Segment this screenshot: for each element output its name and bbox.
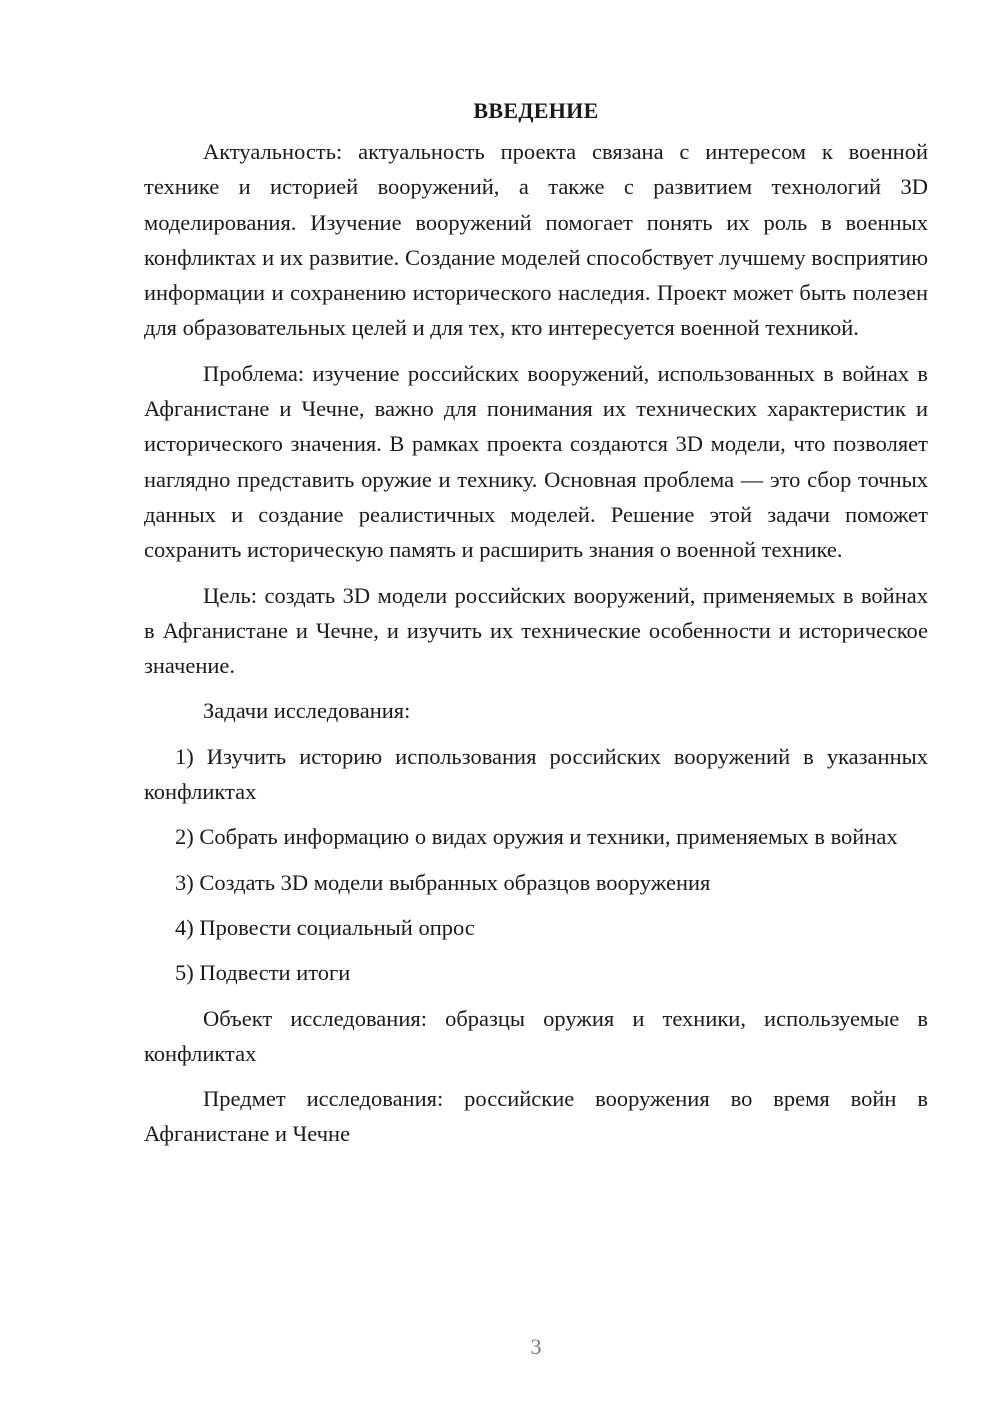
page-body: [144, 93, 928, 1162]
research-object-paragraph: Объект исследования: образцы оружия и техники, используемые в конфликтах: [144, 1005, 928, 1066]
goal-paragraph: Цель: создать 3D модели российских вооружений, применяемых в войнах в Афганистане и Чечне, и изучить их технические особенности и историческое значение.: [144, 582, 928, 679]
task-item-4: 4) Провести социальный опрос: [175, 914, 475, 940]
task-item-2: 2) Собрать информацию о видах оружия и техники, применяемых в войнах: [175, 824, 898, 850]
page-number: 3: [530, 1334, 542, 1359]
problem-paragraph: Проблема: изучение российских вооружений, использованных в войнах в Афганистане и Чечне, важно для понимания их технических характеристик и исторического значения. В рамках проекта создаются 3D модели, что позволяет наглядно представить оружие и технику. Основная проблема — это сбор точных данных и создание реалистичных моделей. Решение этой задачи поможет сохранить историческую память и расширить знания о военной технике.: [144, 360, 928, 563]
relevance-paragraph: Актуальность: актуальность проекта связана с интересом к военной технике и историей вооружений, а также с развитием технологий 3D моделирования. Изучение вооружений помогает понять их роль в военных конфликтах и их развитие. Создание моделей способствует лучшему восприятию информации и сохранению исторического наследия. Проект может быть полезен для образовательных целей и для тех, кто интересуется военной техникой.: [144, 139, 928, 341]
section-heading: ВВЕДЕНИЕ: [473, 98, 599, 123]
tasks-title: Задачи исследования:: [203, 698, 411, 724]
research-subject-paragraph: Предмет исследования: российские вооружения во время войн в Афганистане и Чечне: [144, 1086, 928, 1147]
task-item-5: 5) Подвести итоги: [175, 960, 351, 986]
tasks-list: [144, 739, 928, 991]
task-item-3: 3) Создать 3D модели выбранных образцов вооружения: [175, 869, 711, 895]
task-item-1: 1) Изучить историю использования российских вооружений в указанных конфликтах: [144, 743, 928, 805]
